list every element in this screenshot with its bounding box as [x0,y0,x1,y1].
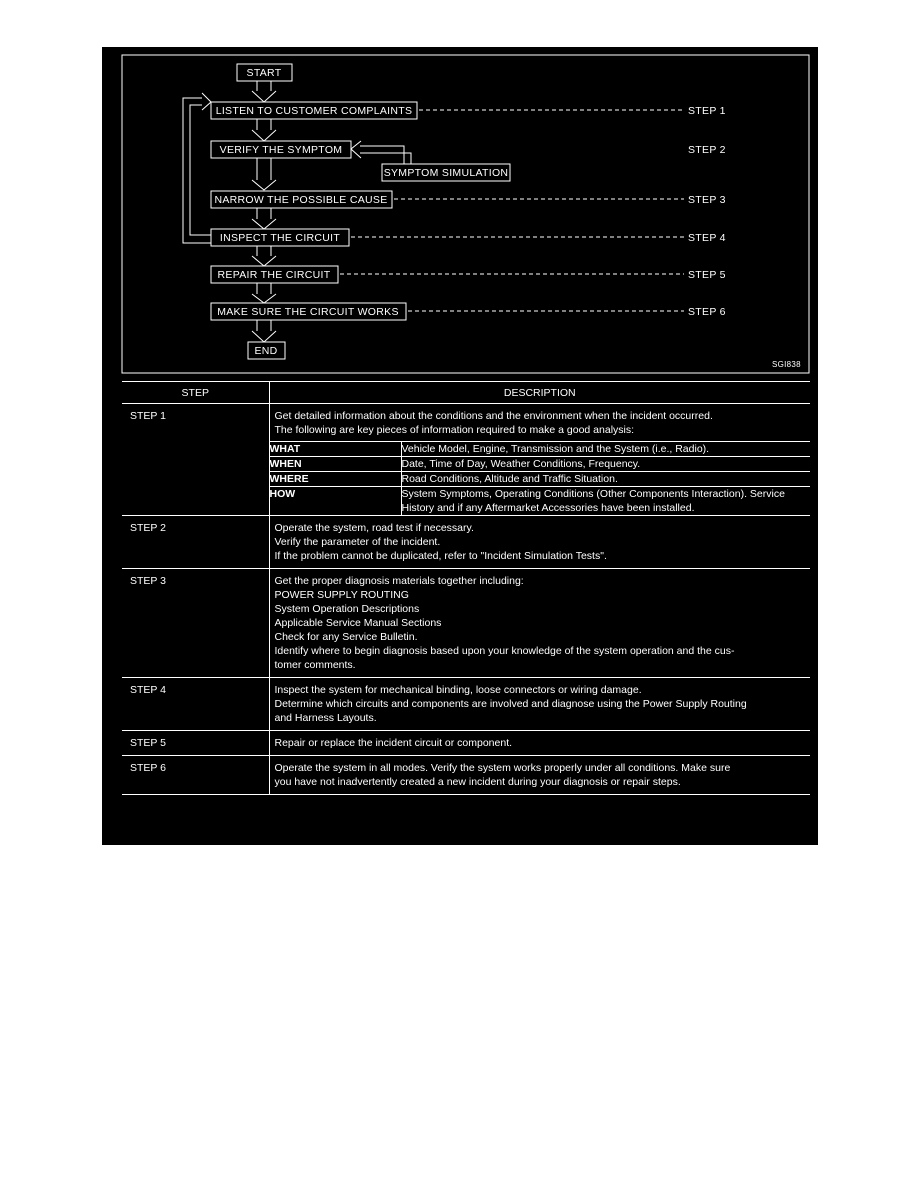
step4-node [211,229,349,246]
step1-box-label: LISTEN TO CUSTOMER COMPLAINTS [215,105,413,117]
symptom-simulation-node [382,164,510,181]
header-step: STEP [122,382,269,404]
step-description [269,756,810,795]
arrow-start-to-step1 [252,81,276,102]
description-line: Get the proper diagnosis materials together including: [274,575,524,587]
step6-tag: STEP 6 [688,306,726,318]
table-row [122,404,810,516]
step-description [269,569,810,678]
key-point-row [270,457,811,472]
description-line: and Harness Layouts. [274,712,377,724]
step3-box-label: NARROW THE POSSIBLE CAUSE [214,194,388,206]
key-point-value: System Symptoms, Operating Conditions (Other Components Interaction). Service History and if any Aftermarket Accessories have been installed. [401,487,810,516]
arrow-step5-to-step6 [252,283,276,303]
description-line: Operate the system in all modes. Verify the system works properly under all conditions. Make sure [274,762,731,774]
step3-tag: STEP 3 [688,194,726,206]
step5-box-label: REPAIR THE CIRCUIT [217,269,331,281]
description-line: Applicable Service Manual Sections [274,617,442,629]
key-point-row [270,487,811,516]
table-row [122,569,810,678]
step3-node [211,191,392,208]
key-point-key: WHAT [270,442,402,457]
step5-node [211,266,338,283]
diagnosis-procedure-panel [102,47,818,845]
table-row [122,678,810,731]
troubleshooting-flowchart [102,47,818,377]
arrow-step4-to-step5 [252,246,276,266]
description-line: If the problem cannot be duplicated, refer to "Incident Simulation Tests". [274,550,607,562]
step2-box-label: VERIFY THE SYMPTOM [219,144,343,156]
description-line: you have not inadvertently created a new incident during your diagnosis or repair steps. [274,776,681,788]
arrow-step6-to-end [252,320,276,342]
flowchart-frame [122,55,809,373]
description-line: Determine which circuits and components are involved and diagnose using the Power Supply Routing [274,698,747,710]
key-point-value: Road Conditions, Altitude and Traffic Situation. [401,472,810,487]
step-label: STEP 4 [122,678,269,731]
step-label: STEP 3 [122,569,269,678]
symptom-simulation-label: SYMPTOM SIMULATION [383,167,509,179]
table-row [122,731,810,756]
arrow-step3-to-step4 [252,208,276,229]
key-point-key: WHEN [270,457,402,472]
step-label: STEP 5 [122,731,269,756]
key-point-row [270,442,811,457]
step2-tag: STEP 2 [688,144,726,156]
description-line: tomer comments. [274,659,356,671]
arrow-simulation-to-step2 [351,141,411,164]
table-row [122,756,810,795]
step-label: STEP 1 [122,404,269,516]
table-row [122,516,810,569]
description-line: POWER SUPPLY ROUTING [274,589,409,601]
key-point-value: Vehicle Model, Engine, Transmission and the System (i.e., Radio). [401,442,810,457]
key-point-key: HOW [270,487,402,516]
description-line: Operate the system, road test if necessary. [274,522,474,534]
step-description [269,731,810,756]
description-line: Verify the parameter of the incident. [274,536,441,548]
header-description: DESCRIPTION [269,382,810,404]
description-line: Get detailed information about the conditions and the environment when the incident occurred. [274,410,713,422]
step-description [269,516,810,569]
key-points-table [270,441,811,515]
start-node [237,64,292,81]
step4-tag: STEP 4 [688,232,726,244]
description-line: The following are key pieces of information required to make a good analysis: [274,424,635,436]
step-description [269,678,810,731]
description-line: Check for any Service Bulletin. [274,631,418,643]
table-body [122,404,810,795]
end-label: END [254,345,278,357]
key-point-key: WHERE [270,472,402,487]
step2-node [211,141,351,158]
description-line: Identify where to begin diagnosis based upon your knowledge of the system operation and the cus- [274,645,735,657]
key-point-row [270,472,811,487]
key-point-value: Date, Time of Day, Weather Conditions, Frequency. [401,457,810,472]
step-label: STEP 6 [122,756,269,795]
loopback-step4-to-step1 [183,93,211,243]
step4-box-label: INSPECT THE CIRCUIT [219,232,341,244]
step-description-table [122,381,810,795]
description-line: Inspect the system for mechanical binding, loose connectors or wiring damage. [274,684,642,696]
arrow-step1-to-step2 [252,119,276,141]
step-description [269,404,810,516]
end-node [248,342,285,359]
start-label: START [246,67,282,79]
description-line: Repair or replace the incident circuit or component. [274,737,513,749]
step-label: STEP 2 [122,516,269,569]
step6-box-label: MAKE SURE THE CIRCUIT WORKS [217,306,399,318]
figure-code: SGI838 [772,360,801,369]
step6-node [211,303,406,320]
description-line: System Operation Descriptions [274,603,420,615]
table-header-row [122,382,810,404]
step1-tag: STEP 1 [688,105,726,117]
step5-tag: STEP 5 [688,269,726,281]
arrow-step2-to-step3 [252,158,276,190]
step1-node [211,102,417,119]
